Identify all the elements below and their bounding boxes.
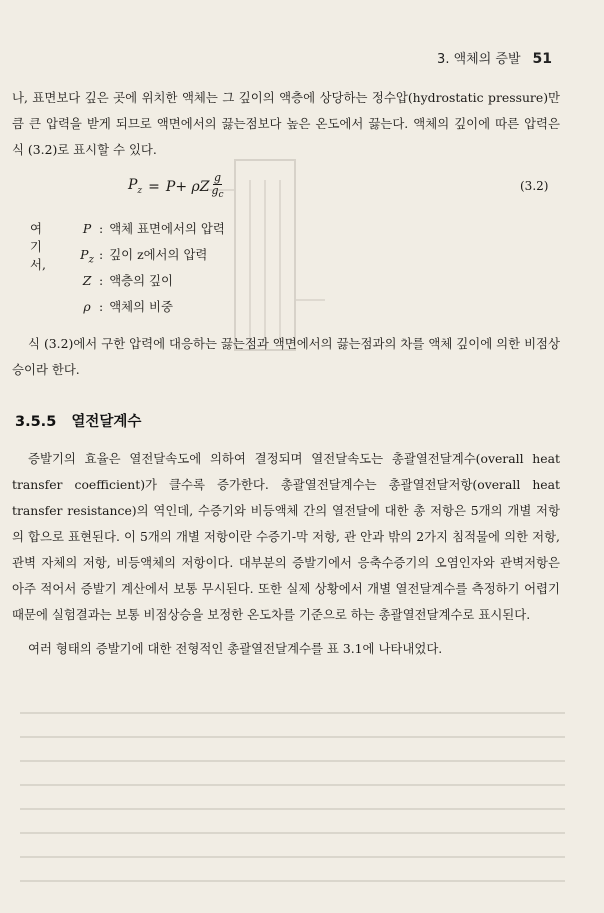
running-header [437,48,552,67]
definition-row: ρ : 액체의 비중 [83,299,173,314]
paragraph-boiling-point-rise: 식 (3.2)에서 구한 압력에 대응하는 끓는점과 액면에서의 끓는점과의 차를 액체 깊이에 의한 비점상승이라 한다. [12,336,560,377]
definitions-intro: 여기서, [30,221,46,272]
section-heading [15,410,141,431]
definition-row: $P_z$ : 깊이 z에서의 압력 [80,247,208,266]
equation-3-2 [128,172,226,201]
paragraph-heat-transfer: 증발기의 효율은 열전달속도에 의하여 결정되며 열전달속도는 총괄열전달계수(overall heat transfer coefficient)가 클수록 증가한다. 총괄열전달계수는 총괄열전달저항(overall heat transfer resistance)의 역인데, 수증기와 비등액체 간의 열전달에 대한 총 저항은 5개의 개별 저항의 합으로 표현된다. 이 5개의 개별 저항이란 수증기-막 저항, 관 안과 밖의 2가지 침적물에 의한 저항, 관벽 자체의 저항, 비등액체의 저항이다. 대부분의 증발기에서 응축수증기의 오염인자와 관벽저항은 아주 적어서 증발기 계산에서 보통 무시된다. 또한 실제 상황에서 개별 열전달계수를 측정하기 어렵기 때문에 실험결과는 보통 비점상승을 보정한 온도차를 기준으로 하는 총괄열전달계수로 표시된다. [12,451,560,622]
definition-row: P : 액체 표면에서의 압력 [82,221,225,236]
formula-equals: = [148,178,160,195]
paragraph-table-reference: 여러 형태의 증발기에 대한 전형적인 총괄열전달계수를 표 3.1에 나타내었다. [28,641,443,656]
section-title: 열전달계수 [71,414,142,430]
paragraph-hydrostatic: 나, 표면보다 깊은 곳에 위치한 액체는 그 깊이의 액층에 상당하는 정수압(hydrostatic pressure)만큼 큰 압력을 받게 되므로 액면에서의 끓는점보다 높은 온도에서 끓는다. 액체의 깊이에 따른 압력은 식 (3.2)로 표시할 수 있다. [12,90,560,157]
section-number: 3.5.5 [15,414,57,430]
equation-number: (3.2) [520,179,549,193]
page-number: 51 [532,51,552,67]
chapter-title: 3. 액체의 증발 [437,52,521,67]
bleed-through-text [20,690,565,904]
definition-row: Z : 액층의 깊이 [82,273,173,288]
formula-fraction: $\frac{g}{g_c}$ [211,171,224,201]
formula-lhs: $P_z$ [128,177,143,196]
formula-rhs: P+ ρZ [165,178,210,195]
